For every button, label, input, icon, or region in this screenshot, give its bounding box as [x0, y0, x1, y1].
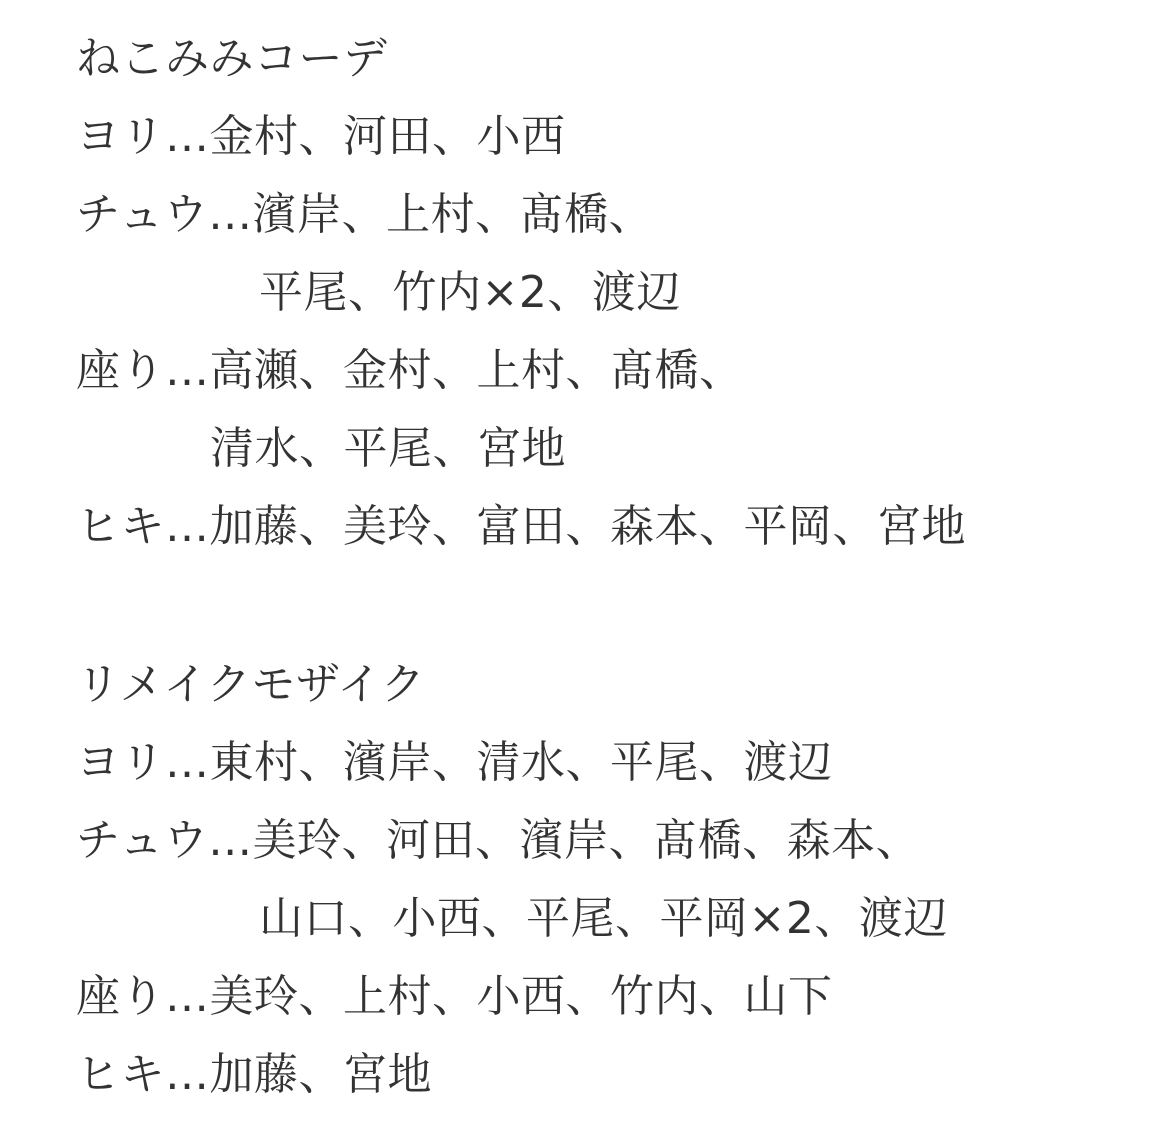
text-line: ヒキ…加藤、宮地 — [76, 1049, 432, 1100]
text-line: 座り…美玲、上村、小西、竹内、山下 — [76, 971, 833, 1022]
text-line-continuation: 清水、平尾、宮地 — [210, 423, 566, 474]
section-spacer — [76, 566, 1156, 646]
text-line: 座り…高瀬、金村、上村、髙橋、 — [76, 345, 744, 396]
document-body — [76, 20, 1156, 1114]
section-title-remake-mosaic: リメイクモザイク — [76, 659, 426, 710]
text-line: チュウ…美玲、河田、濱岸、髙橋、森本、 — [76, 815, 921, 866]
text-line: ヨリ…東村、濱岸、清水、平尾、渡辺 — [76, 737, 833, 788]
text-line-continuation: 山口、小西、平尾、平岡×2、渡辺 — [259, 893, 948, 944]
text-line: チュウ…濱岸、上村、髙橋、 — [76, 189, 654, 240]
text-line-continuation: 平尾、竹内×2、渡辺 — [259, 267, 681, 318]
section-title-nekomimi: ねこみみコーデ — [76, 33, 388, 84]
text-line: ヒキ…加藤、美玲、富田、森本、平岡、宮地 — [76, 501, 966, 552]
text-line: ヨリ…金村、河田、小西 — [76, 111, 566, 162]
